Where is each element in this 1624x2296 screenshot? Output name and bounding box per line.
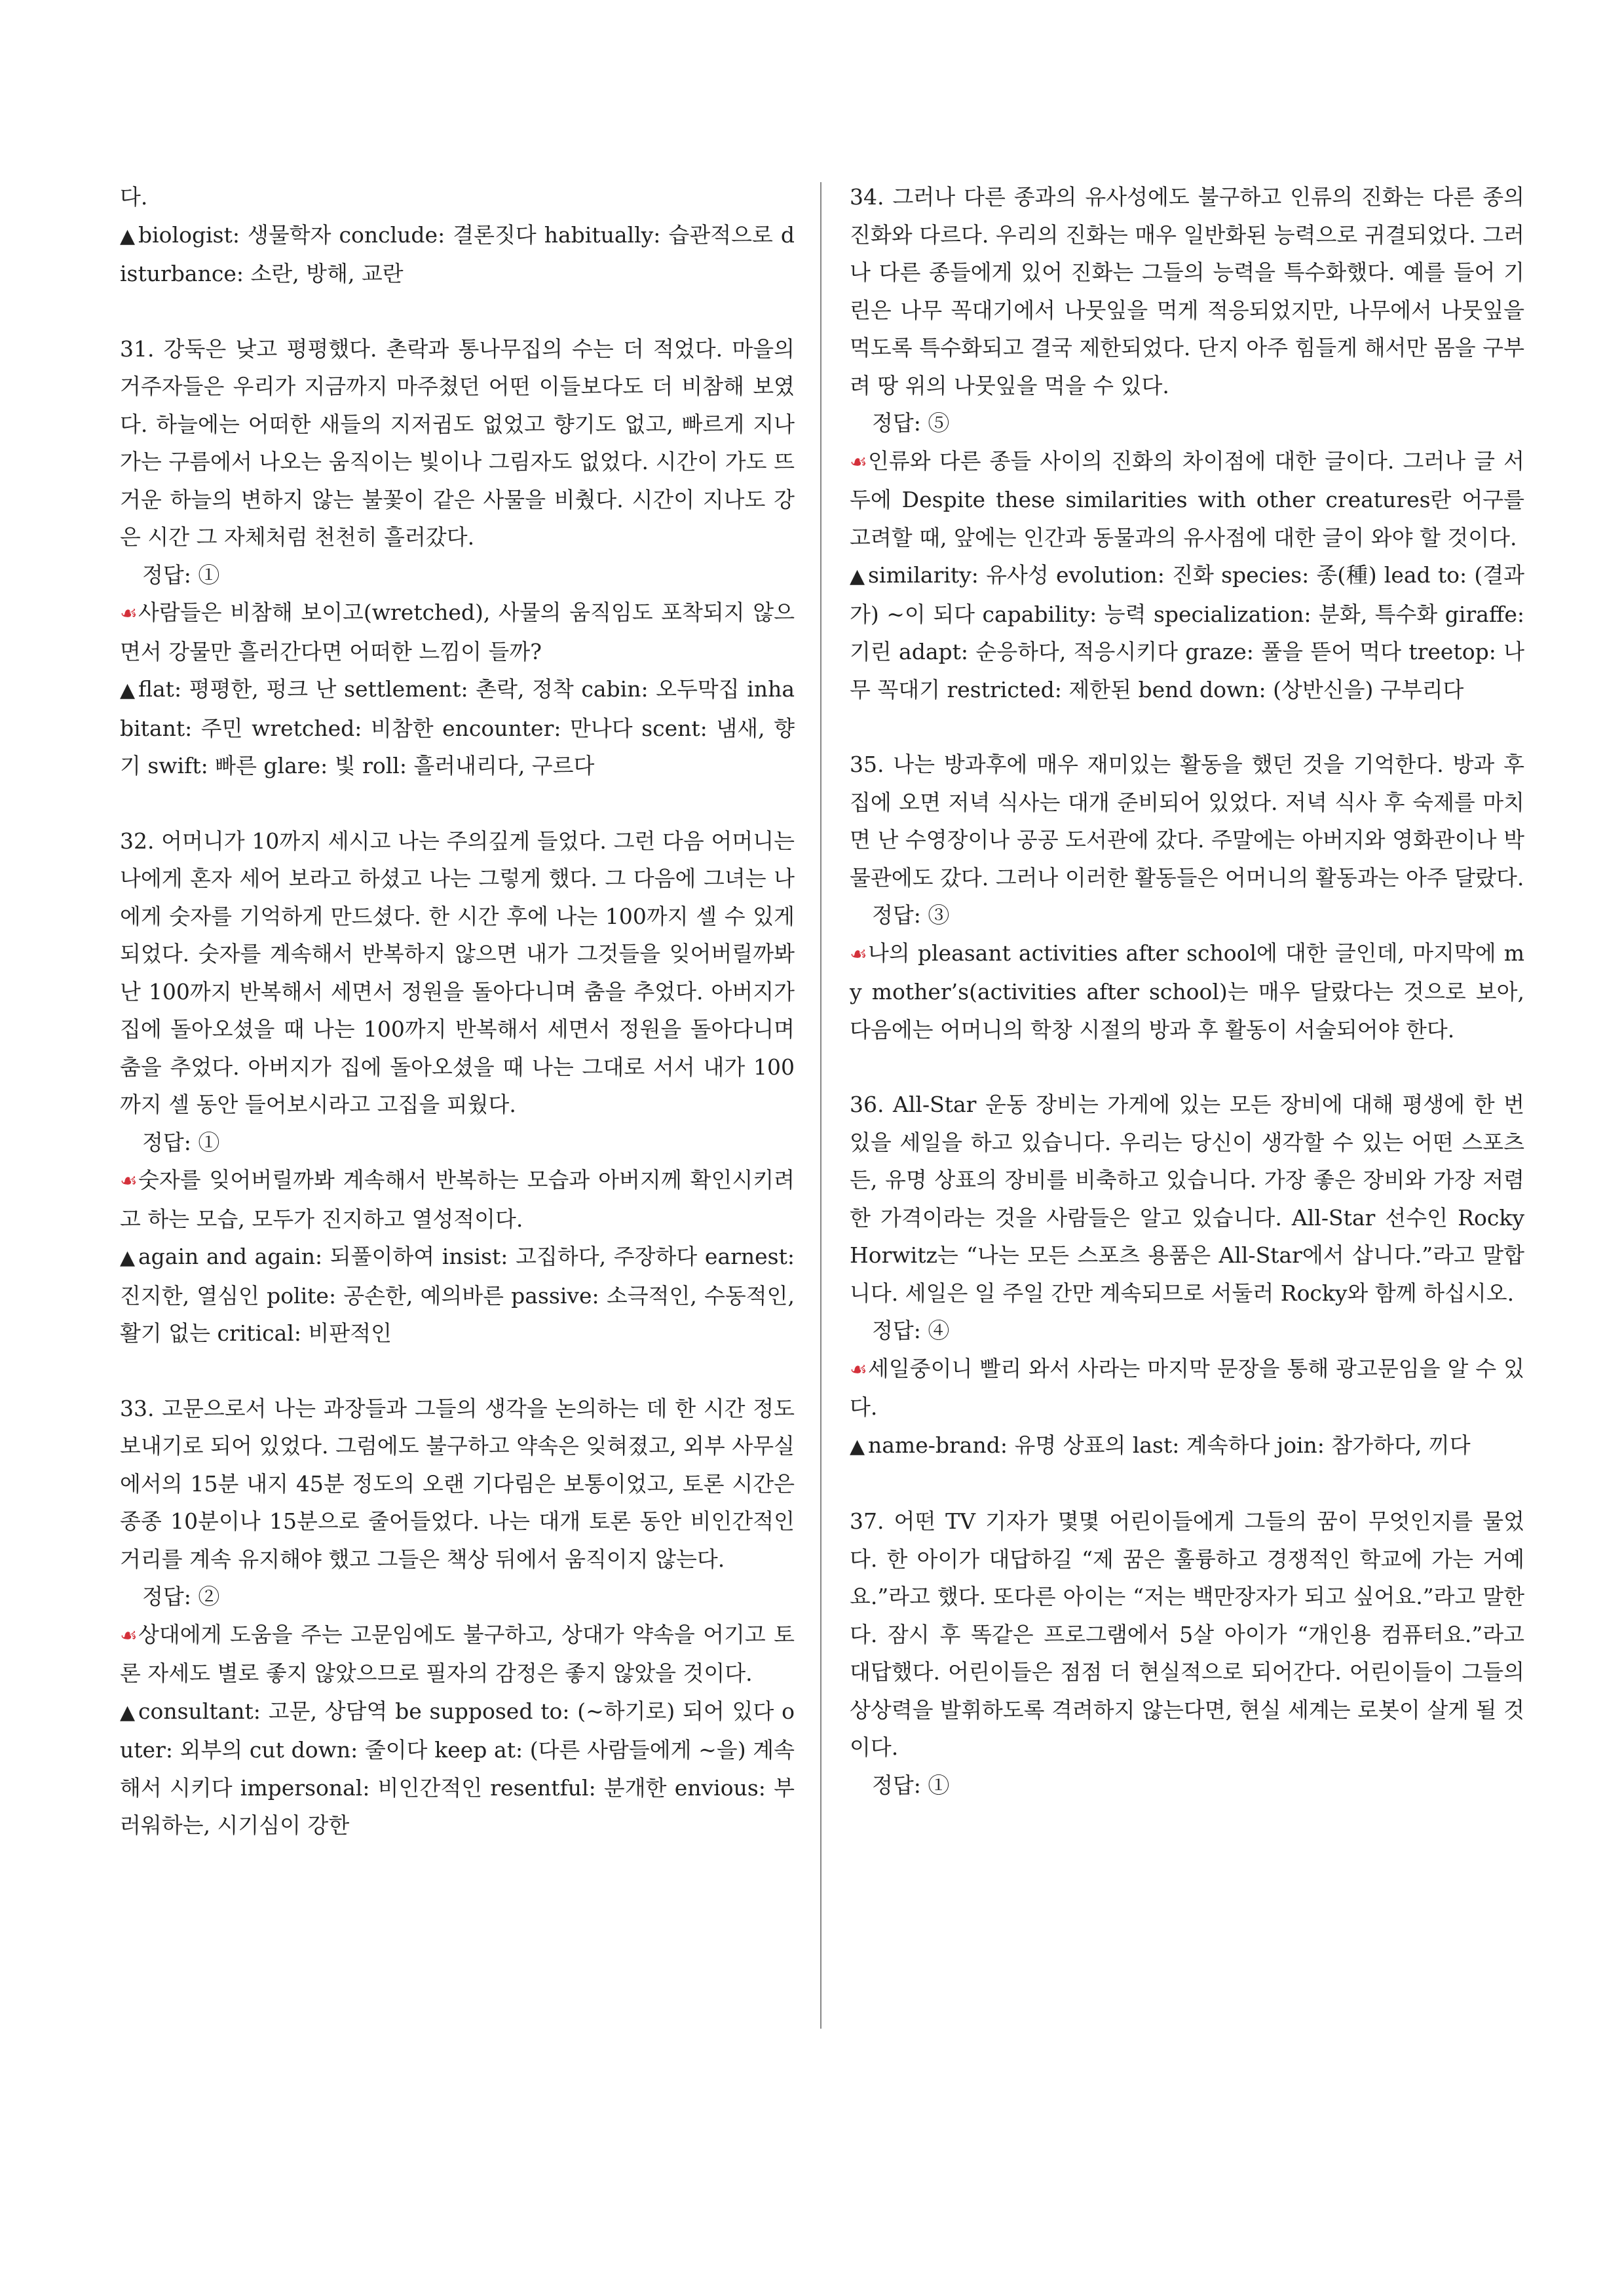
lightbulb-icon: ☙ xyxy=(120,1170,138,1193)
question-33-vocab: ▲ consultant: 고문, 상담역 be supposed to: (~하기로) 되어 있다 outer: 외부의 cut down: 줄이다 keep at: (다른 사람들에게 ~을) 계속해서 시키다 impersonal: 비인간적인 resentful: 분개한 envious: 부러워하는, 시기심이 강한 xyxy=(120,1693,795,1845)
question-31-tip: ☙사람들은 비참해 보이고(wretched), 사물의 움직임도 포착되지 않으면서 강물만 흘러간다면 어떠한 느낌이 들까? xyxy=(120,594,795,670)
question-33-tip: ☙상대에게 도움을 주는 고문임에도 불구하고, 상대가 약속을 어기고 토론 자세도 별로 좋지 않았으므로 필자의 감정은 좋지 않았을 것이다. xyxy=(120,1616,795,1693)
left-column xyxy=(120,178,795,1845)
vocab-icon: ▲ xyxy=(850,1434,865,1458)
question-36-text: 36. All-Star 운동 장비는 가게에 있는 모든 장비에 대해 평생에 한 번 있을 세일을 하고 있습니다. 우리는 당신이 생각할 수 있는 어떤 스포츠든, 유명 상표의 장비를 비축하고 있습니다. 가장 좋은 장비와 가장 저렴한 가격이라는 것을 사람들은 알고 있습니다. All-Star 선수인 Rocky Horwitz는 “나는 모든 스포츠 용품은 All-Star에서 삽니다.”라고 말합니다. 세일은 일 주일 간만 계속되므로 서둘러 Rocky와 함께 하십시오. xyxy=(850,1092,1524,1306)
lightbulb-icon: ☙ xyxy=(120,1624,138,1647)
question-37-text: 37. 어떤 TV 기자가 몇몇 어린이들에게 그들의 꿈이 무엇인지를 물었다. 한 아이가 대답하길 “제 꿈은 훌륭하고 경쟁적인 학교에 가는 거예요.”라고 했다. 또다른 아이는 “저는 백만장자가 되고 싶어요.”라고 말한다. 잠시 후 똑같은 프로그램에서 5살 아이가 “개인용 컴퓨터요.”라고 대답했다. 어린이들은 점점 더 현실적으로 되어간다. 어린이들이 그들의 상상력을 발휘하도록 격려하지 않는다면, 현실 세계는 로봇이 살게 될 것이다. xyxy=(850,1508,1524,1760)
question-35-answer: 정답: ③ xyxy=(872,902,950,928)
question-34-vocab: ▲ similarity: 유사성 evolution: 진화 species: 종(種) lead to: (결과가) ~이 되다 capability: 능력 specialization: 분화, 특수화 giraffe: 기린 adapt: 순응하다, 적응시키다 graze: 풀을 뜯어 먹다 treetop: 나무 꼭대기 restricted: 제한된 bend down: (상반신을) 구부리다 xyxy=(850,556,1524,708)
question-31-text: 31. 강둑은 낮고 평평했다. 촌락과 통나무집의 수는 더 적었다. 마을의 거주자들은 우리가 지금까지 마주쳤던 어떤 이들보다도 더 비참해 보였다. 하늘에는 어떠한 새들의 지저귐도 없었고 향기도 없고, 빠르게 지나가는 구름에서 나오는 움직이는 빛이나 그림자도 없었다. 시간이 가도 뜨거운 하늘의 변하지 않는 불꽃이 같은 사물을 비췄다. 시간이 지나도 강은 시간 그 자체처럼 천천히 흘러갔다. xyxy=(120,335,795,550)
question-32-tip: ☙숫자를 잊어버릴까봐 계속해서 반복하는 모습과 아버지께 확인시키려고 하는 모습, 모두가 진지하고 열성적이다. xyxy=(120,1161,795,1238)
question-33-answer: 정답: ② xyxy=(142,1584,220,1609)
question-36-vocab: ▲ name-brand: 유명 상표의 last: 계속하다 join: 참가하다, 끼다 xyxy=(850,1426,1524,1466)
question-31-answer: 정답: ① xyxy=(142,562,220,588)
continued-text: 다. xyxy=(120,184,148,210)
vocab-icon: ▲ xyxy=(120,1246,136,1269)
question-31-vocab: ▲ flat: 평평한, 펑크 난 settlement: 촌락, 정착 cabin: 오두막집 inhabitant: 주민 wretched: 비참한 encounter: 만나다 scent: 냄새, 향기 swift: 빠른 glare: 빛 roll: 흘러내리다, 구르다 xyxy=(120,670,795,785)
vocab-note: ▲ biologist: 생물학자 conclude: 결론짓다 habitually: 습관적으로 disturbance: 소란, 방해, 교란 xyxy=(120,216,795,293)
vocab-icon: ▲ xyxy=(850,565,865,588)
question-35-text: 35. 나는 방과후에 매우 재미있는 활동을 했던 것을 기억한다. 방과 후 집에 오면 저녁 식사는 대개 준비되어 있었다. 저녁 식사 후 숙제를 마치면 난 수영장이나 공공 도서관에 갔다. 주말에는 아버지와 영화관이나 박물관에도 갔다. 그러나 이러한 활동들은 어머니의 활동과는 아주 달랐다. xyxy=(850,752,1524,890)
question-33-text: 33. 고문으로서 나는 과장들과 그들의 생각을 논의하는 데 한 시간 정도 보내기로 되어 있었다. 그럼에도 불구하고 약속은 잊혀졌고, 외부 사무실에서의 15분 내지 45분 정도의 오랜 기다림은 보통이었고, 토론 시간은 종종 10분이나 15분으로 줄어들었다. 나는 대개 토론 동안 비인간적인 거리를 계속 유지해야 했고 그들은 책상 뒤에서 움직이지 않는다. xyxy=(120,1395,795,1572)
question-34-tip: ☙인류와 다른 종들 사이의 진화의 차이점에 대한 글이다. 그러나 글 서두에 Despite these similarities with other creatures란 어구를 고려할 때, 앞에는 인간과 동물과의 유사점에 대한 글이 와야 할 것이다. xyxy=(850,442,1524,557)
question-32-vocab: ▲ again and again: 되풀이하여 insist: 고집하다, 주장하다 earnest: 진지한, 열심인 polite: 공손한, 예의바른 passive: 소극적인, 수동적인, 활기 없는 critical: 비판적인 xyxy=(120,1238,795,1352)
question-32-text: 32. 어머니가 10까지 세시고 나는 주의깊게 들었다. 그런 다음 어머니는 나에게 혼자 세어 보라고 하셨고 나는 그렇게 했다. 그 다음에 그녀는 나에게 숫자를 기억하게 만드셨다. 한 시간 후에 나는 100까지 셀 수 있게 되었다. 숫자를 계속해서 반복하지 않으면 내가 그것들을 잊어버릴까봐 난 100까지 반복해서 세면서 정원을 돌아다니며 춤을 추었다. 아버지가 집에 돌아오셨을 때 나는 100까지 반복해서 세면서 정원을 돌아다니며 춤을 추었다. 아버지가 집에 돌아오셨을 때 나는 그대로 서서 내가 100까지 셀 동안 들어보시라고 고집을 피웠다. xyxy=(120,828,795,1117)
vocab-icon: ▲ xyxy=(120,679,136,702)
question-36-tip: ☙세일중이니 빨리 와서 사라는 마지막 문장을 통해 광고문임을 알 수 있다. xyxy=(850,1350,1524,1426)
question-32-answer: 정답: ① xyxy=(142,1129,220,1155)
column-divider xyxy=(820,182,821,2029)
question-35-tip: ☙나의 pleasant activities after school에 대한 글인데, 마지막에 my mother’s(activities after school)는 매우 달랐다는 것으로 보아, 다음에는 어머니의 학창 시절의 방과 후 활동이 서술되어야 한다. xyxy=(850,934,1524,1049)
lightbulb-icon: ☙ xyxy=(120,602,138,625)
vocab-icon: ▲ xyxy=(120,1700,136,1724)
question-34-text: 34. 그러나 다른 종과의 유사성에도 불구하고 인류의 진화는 다른 종의 진화와 다르다. 우리의 진화는 매우 일반화된 능력으로 귀결되었다. 그러나 다른 종들에게 있어 진화는 그들의 능력을 특수화했다. 예를 들어 기린은 나무 꼭대기에서 나뭇잎을 먹게 적응되었지만, 나무에서 나뭇잎을 먹도록 특수화되고 결국 제한되었다. 단지 아주 힘들게 해서만 몸을 구부려 땅 위의 나뭇잎을 먹을 수 있다. xyxy=(850,184,1524,398)
question-34-answer: 정답: ⑤ xyxy=(872,410,950,436)
vocab-icon: ▲ xyxy=(120,224,136,248)
question-37-answer: 정답: ① xyxy=(872,1772,950,1798)
lightbulb-icon: ☙ xyxy=(850,450,867,474)
lightbulb-icon: ☙ xyxy=(850,1358,867,1381)
lightbulb-icon: ☙ xyxy=(850,942,867,966)
right-column xyxy=(850,178,1524,1804)
question-36-answer: 정답: ④ xyxy=(872,1318,950,1343)
